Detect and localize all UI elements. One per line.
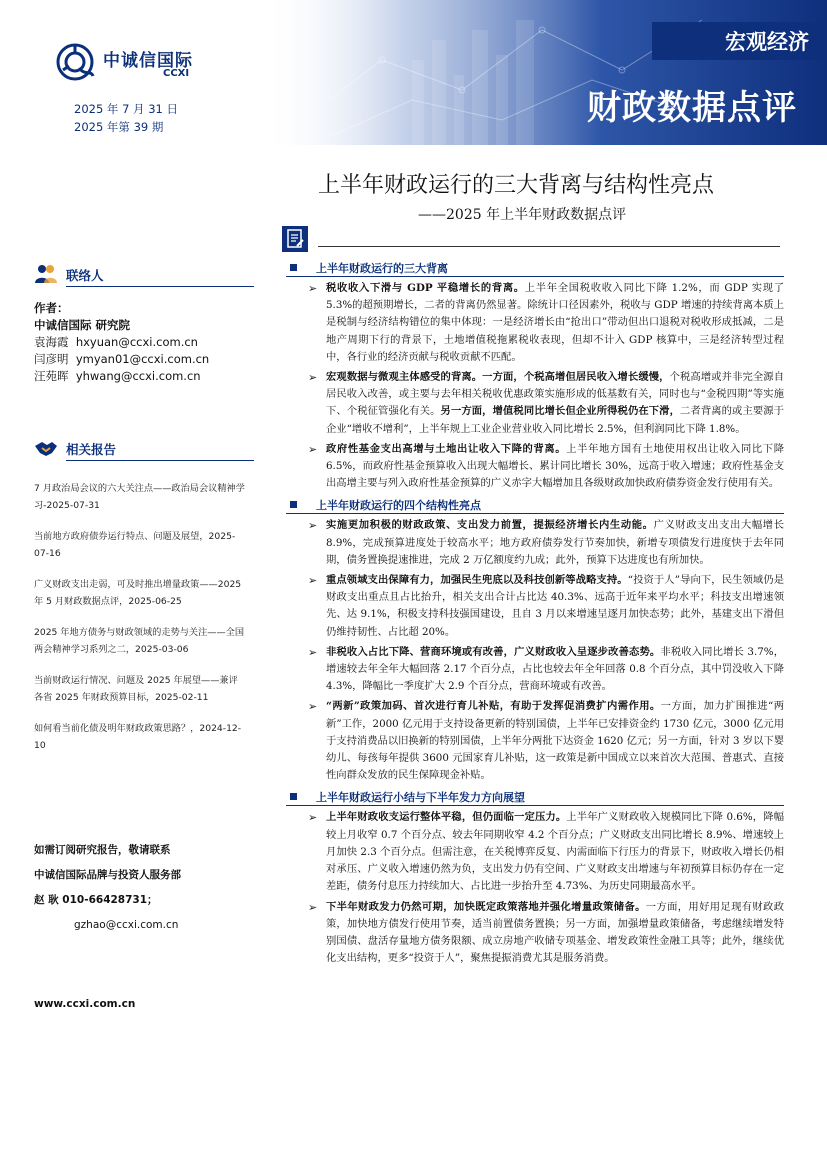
- related-report-link[interactable]: 7 月政治局会议的六大关注点——政治局会议精神学习-2025-07-31: [34, 483, 245, 511]
- contact-phone: 赵 耿 010-66428731；: [34, 894, 158, 906]
- paragraph-text: 一方面，用好用足现有财政政策，加快地方债发行使用节奏，适当前置债务置换；另一方面，加强增量政策储备，考虑继续增发特别国债、盘活存量地方债务限额、成立房地产收储专项基金、增发政策性金融工具等；此外，继续优化支出结构，更多“投资于人”，聚焦提振消费尤其是服务消费。: [326, 900, 785, 965]
- section-rule: [286, 805, 784, 806]
- section-title: 上半年财政运行小结与下半年发力方向展望: [316, 791, 525, 805]
- related-section-header: [34, 434, 254, 462]
- section-rule: [286, 276, 784, 277]
- report-subtitle: ——2025 年上半年财政数据点评: [418, 207, 627, 223]
- section-heading: [286, 258, 784, 278]
- handshake-icon: [34, 436, 58, 458]
- author-email[interactable]: ymyan01@ccxi.com.cn: [75, 352, 210, 366]
- bullet-paragraph: [286, 809, 784, 895]
- report-type-label: 财政数据点评: [587, 88, 797, 128]
- contact-section-header: [34, 260, 254, 288]
- bullet-paragraph: [286, 517, 784, 569]
- title-divider: [318, 246, 780, 247]
- people-icon: [34, 262, 58, 284]
- paragraph-lead: 上半年财政收支运行整体平稳，但仍面临一定压力。: [326, 811, 567, 824]
- logo-name: 中诚信国际: [103, 51, 193, 71]
- paragraph-text: 一方面，加力扩围推进“两新”工作，2000 亿元用于支持设备更新的特别国债，上半年已安排资金约 1730 亿元，3000 亿元用于支持消费品以旧换新的特别国债，上半年分两批下达资金 1620 亿元；另一方面，针对 3 岁以下婴幼儿、每孩每年提供 3600 元国家育儿补贴，这一政策是新中国成立以来首次大范围、普惠式、直接性向群众发放的民生保障现金补贴。: [326, 700, 784, 782]
- related-report-link[interactable]: 广义财政支出走弱，可及时推出增量政策——2025 年 5 月财政数据点评，2025-06-25: [34, 579, 242, 607]
- report-body: [286, 258, 784, 970]
- paragraph-text: “投资于人”导向下，民生领域仍是财政支出重点且占比抬升，相关支出合计占比达 40.3%、远高于近年来平均水平；科技支出增速领先、达 9.1%，积极支持科技强国建设，且自 3 月以来增速呈逐月加快态势；此外，基建支出下滑但仍维持韧性、占比超 20%。: [326, 574, 785, 638]
- arrow-bullet-icon: ➢: [308, 282, 318, 295]
- author-name: 汪苑晖: [34, 369, 69, 383]
- report-header: [0, 0, 827, 150]
- paragraph-lead: 宏观数据与微观主体感受的背离。一方面，个税高增但居民收入增长缓慢，: [326, 371, 670, 384]
- paragraph-lead: 重点领域支出保障有力，加强民生兜底以及科技创新等战略支持。: [326, 574, 628, 587]
- section-heading: [286, 787, 784, 807]
- paragraph-lead: 实施更加积极的财政政策、支出发力前置，提振经济增长内生动能。: [326, 519, 654, 532]
- arrow-bullet-icon: ➢: [308, 574, 318, 588]
- paragraph-text: 上半年广义财政收入规模同比下降 0.6%，降幅较上月收窄 0.7 个百分点、较去年同期收窄 4.2 个百分点；广义财政支出同比增长 8.9%、增速较上月加快 2.3 个百分点。但需注意，在关税博弈反复、内需面临下行压力的背景下，财政收入增长仍相对承压、广义收入增速仍然为负，支出发力仍有空间、广义财政支出增速与年初预算目标仍存在一定差距，债务付息压力持续加大、占比进一步抬升至 4.73%、为历史同期最高水平。: [326, 811, 784, 893]
- report-date: 2025 年 7 月 31 日: [74, 102, 178, 116]
- document-icon: [282, 226, 308, 252]
- author-row: [34, 368, 209, 385]
- section-heading: [286, 495, 784, 515]
- paragraph-text: 非税收入同比增长 3.7%，增速较去年全年大幅回落 2.17 个百分点，占比也较去年全年回落 0.8 个百分点，其中罚没收入下降 4.3%，降幅比一季度扩大 2.9 个百分点，营商环境或有改善。: [326, 645, 785, 693]
- logo-abbr: CCXI: [163, 68, 190, 79]
- bullet-paragraph: [286, 698, 784, 784]
- arrow-bullet-icon: ➢: [308, 700, 318, 714]
- paragraph-lead: “两新”政策加码、首次进行育儿补贴，有助于发挥促消费扩内需作用。: [326, 700, 661, 713]
- author-email[interactable]: hxyuan@ccxi.com.cn: [75, 335, 198, 349]
- arrow-bullet-icon: ➢: [308, 371, 318, 385]
- paragraph-lead: 税收收入下滑与 GDP 平稳增长的背离。: [326, 282, 525, 294]
- bullet-paragraph: [286, 899, 784, 968]
- related-report-link[interactable]: 当前财政运行情况、问题及 2025 年展望——兼评各省 2025 年财政预算目标，2025-02-11: [34, 675, 238, 703]
- report-date-block: [74, 100, 178, 136]
- paragraph-lead: 政府性基金支出高增与土地出让收入下降的背离。: [326, 442, 567, 455]
- section-title: 上半年财政运行的四个结构性亮点: [316, 499, 481, 513]
- author-email[interactable]: yhwang@ccxi.com.cn: [75, 369, 201, 383]
- subscription-contact: [34, 842, 181, 934]
- paragraph-lead: 下半年财政发力仍然可期，加快既定政策落地并强化增量政策储备。: [326, 900, 646, 913]
- category-label: 宏观经济: [725, 30, 809, 54]
- arrow-bullet-icon: ➢: [308, 900, 318, 914]
- paragraph-lead: 非税收入占比下降、营商环境或有改善，广义财政收入呈逐步改善态势。: [326, 645, 661, 658]
- bullet-paragraph: [286, 572, 784, 641]
- author-row: [34, 351, 209, 368]
- bullet-paragraph: [286, 441, 784, 493]
- website-link[interactable]: www.ccxi.com.cn: [34, 998, 136, 1010]
- paragraph-text: 上半年全国税收收入同比下降 1.2%，而 GDP 实现了 5.3%的超预期增长，二者的背离仍然显著。除统计口径因素外，税收与 GDP 增速的持续背离本质上是税制与经济结构错位的集中体现：一是经济增长由“抢出口”带动但出口退税对税收形成抵减，二是地产周期下行的背景下，土地增值税拖累税收表现，但却不计入 GDP 核算中，三是经济转型过程中，各行业的经济贡献与税收贡献不匹配。: [326, 282, 784, 363]
- service-dept: 中诚信国际品牌与投资人服务部: [34, 869, 181, 881]
- bullet-paragraph: [286, 369, 784, 438]
- bullet-paragraph: [286, 280, 784, 366]
- section-title: 上半年财政运行的三大背离: [316, 262, 448, 275]
- section-bullet: [290, 793, 297, 800]
- arrow-bullet-icon: ➢: [308, 442, 318, 456]
- author-name: 闫彦明: [34, 352, 69, 366]
- ccxi-logo: [55, 40, 215, 90]
- contact-heading-rule: [66, 286, 254, 287]
- related-report-list: [34, 480, 246, 768]
- bullet-paragraph: [286, 644, 784, 696]
- related-report-link[interactable]: 当前地方政府债券运行特点、问题及展望，2025-07-16: [34, 531, 236, 559]
- report-title: 上半年财政运行的三大背离与结构性亮点: [318, 173, 715, 198]
- contact-heading: 联络人: [66, 268, 104, 283]
- ccxi-logo-icon: [55, 40, 99, 84]
- paragraph-text: 广义财政支出支出大幅增长 8.9%，完成预算进度处于较高水平；地方政府债券发行节奏加快，新增专项债发行进度快于去年同期，债务置换提速推进，完成 2 万亿额度约九成；此外，预算下达进度也有所加快。: [326, 519, 785, 566]
- author-list: [34, 300, 209, 385]
- paragraph-text: 上半年地方国有土地使用权出让收入同比下降 6.5%，而政府性基金预算收入出现大幅增长、累计同比增长 30%，远高于收入增速；政府性基金支出高增主要与列入政府性基金预算的广义赤字大幅增加且各级财政加快政府债券资金发行使用有关。: [326, 442, 785, 490]
- section-rule: [286, 513, 784, 514]
- contact-email[interactable]: gzhao@ccxi.com.cn: [74, 919, 179, 931]
- author-label: 作者：: [34, 301, 69, 315]
- related-report-link[interactable]: 2025 年地方债务与财政领域的走势与关注——全国两会精神学习系列之二，2025-03-06: [34, 627, 245, 655]
- report-issue: 2025 年第 39 期: [74, 120, 164, 134]
- paragraph-text-2: 二者背离的或主要源于企业“增收不增利”，上半年规上工业企业营业收入同比增长 2.5%，但利润同比下降 1.8%。: [326, 405, 785, 435]
- related-heading: 相关报告: [66, 442, 117, 457]
- institute-name: 中诚信国际 研究院: [34, 318, 131, 332]
- arrow-bullet-icon: ➢: [308, 519, 318, 533]
- paragraph-text: 个税高增或并非完全源自居民收入改善，或主要与去年相关税收优惠政策实施形成的低基数有关，同时也与“金税四期”等实施下、个税征管强化有关。: [326, 371, 785, 418]
- related-report-link[interactable]: 如何看当前化债及明年财政政策思路？，2024-12-10: [34, 723, 242, 751]
- paragraph-lead-2: 另一方面，增值税同比增长但企业所得税仍在下滑，: [440, 405, 680, 418]
- author-row: [34, 334, 209, 351]
- section-bullet: [290, 264, 297, 271]
- arrow-bullet-icon: ➢: [308, 811, 318, 825]
- section-bullet: [290, 501, 297, 508]
- subscribe-note: 如需订阅研究报告，敬请联系: [34, 844, 171, 856]
- author-name: 袁海霞: [34, 335, 69, 349]
- arrow-bullet-icon: ➢: [308, 645, 318, 659]
- related-heading-rule: [66, 460, 254, 461]
